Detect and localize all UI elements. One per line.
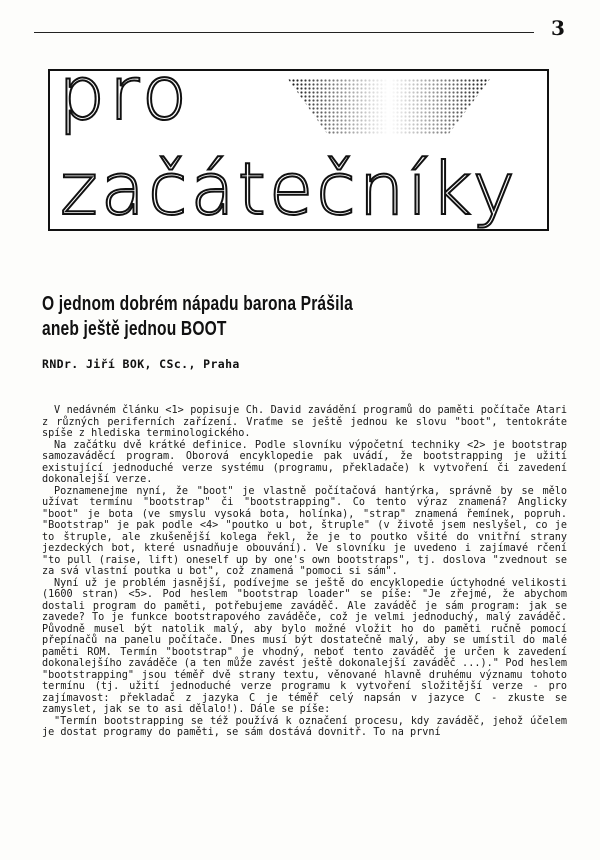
title-line-zacatecniky: začátečníky	[60, 147, 519, 231]
paragraph-4: Nyní už je problém jasnější, podívejme se ještě do encyklopedie úctyhodné velikosti (1600 stran) <5>. Pod heslem "bootstrap loader" se píše: "Je zřejmé, že abychom dostali program do paměti, potřebujeme zaváděč. Ale zaváděč je sám program: jak se zavede? To je funkce bootstrapového zaváděče, což je velmi jednoduchý, malý zaváděč. Původně musel být natolik malý, aby bylo možné vložit ho do paměti ručně pomocí přepínačů na panelu počítače. Dnes musí být dostatečně malý, aby se umístil do malé paměti ROM. Termín "bootstrap" je vhodný, neboť tento zaváděč je určen k zavedení dokonalejšího zaváděče (a ten může zavést ještě dokonalejší zaváděč ...)." Pod heslem "bootstrapping" jsou téměř dvě strany textu, věnované hlavně druhému významu tohoto termínu (tj. užití jednoduché verze programu k vytvoření složitější verze - pro zajímavost: překladač z jazyka C je téměř celý napsán v jazyce C - zkuste se zamyslet, jak se to asi dělalo!). Dále se píše:	[42, 577, 567, 715]
top-rule	[34, 32, 534, 33]
section-title-box	[48, 69, 549, 231]
paragraph-2: Na začátku dvě krátké definice. Podle slovníku výpočetní techniky <2> je bootstrap samozaváděcí program. Oborová encyklopedie pak uvádí, že bootstrapping je užití existující jednoduché verze systému (programu, překladače) k vytvoření či zavedení dokonalejší verze.	[42, 439, 567, 485]
halftone-decoration	[288, 79, 490, 135]
paragraph-3: Poznamenejme nyní, že "boot" je vlastně počítačová hantýrka, správně by se mělo užívat termínu "bootstrap" či "bootstrapping". Co tento výraz znamená? Anglicky "boot" je bota (ve smyslu vysoká bota, holínka), "strap" znamená řemínek, popruh. "Bootstrap" je pak podle <4> "poutko u bot, štruple" (v životě jsem neslyšel, co je to štruple, ale zkušenější kolega řekl, že je to poutko všité do vnitřní strany jezdeckých bot, které usnadňuje obouvání). Ve slovníku je uvedeno i zajímavé rčení "to pull (raise, lift) oneself up by one's own bootstraps", tj. doslova "zvednout se za svá vlastní poutka u bot", což znamená "pomoci si sám".	[42, 485, 567, 577]
article-body	[42, 405, 567, 739]
paragraph-5: "Termín bootstrapping se též používá k označení procesu, kdy zaváděč, jehož účelem je dostat programy do paměti, se sám dostává dovnitř. To na první	[42, 715, 567, 738]
headline-line-1: O jednom dobrém nápadu barona Prášila	[42, 293, 353, 315]
title-line-pro: pro	[58, 69, 192, 137]
article-author: RNDr. Jiří BOK, CSc., Praha	[42, 357, 240, 371]
paragraph-1: V nedávném článku <1> popisuje Ch. David zavádění programů do paměti počítače Atari z různých periferních zařízení. Vraťme se ještě jednou ke slovu "boot", tentokráte spíše z hlediska terminologického.	[42, 405, 567, 439]
headline-line-2: aneb ještě jednou BOOT	[42, 318, 227, 340]
page-number: 3	[551, 16, 565, 40]
article-headline	[42, 292, 448, 342]
